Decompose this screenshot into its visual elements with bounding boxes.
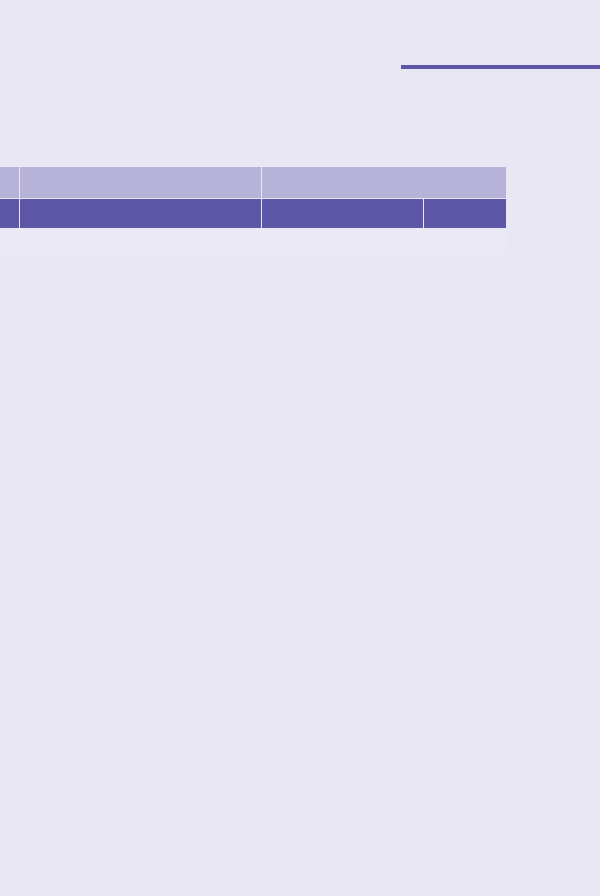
group-stub [0,199,19,228]
table-group-header-row [0,199,506,228]
header-any-profile [20,167,261,198]
header-stub [0,167,19,198]
table-top-header-row [0,167,506,198]
header-empty [262,167,506,198]
group-lamines-prs-treillis [20,199,261,228]
group-profils-minces [424,199,506,228]
group-tubes-mixtes [262,199,423,228]
span-header-row [0,229,506,255]
title-rule [401,65,600,69]
